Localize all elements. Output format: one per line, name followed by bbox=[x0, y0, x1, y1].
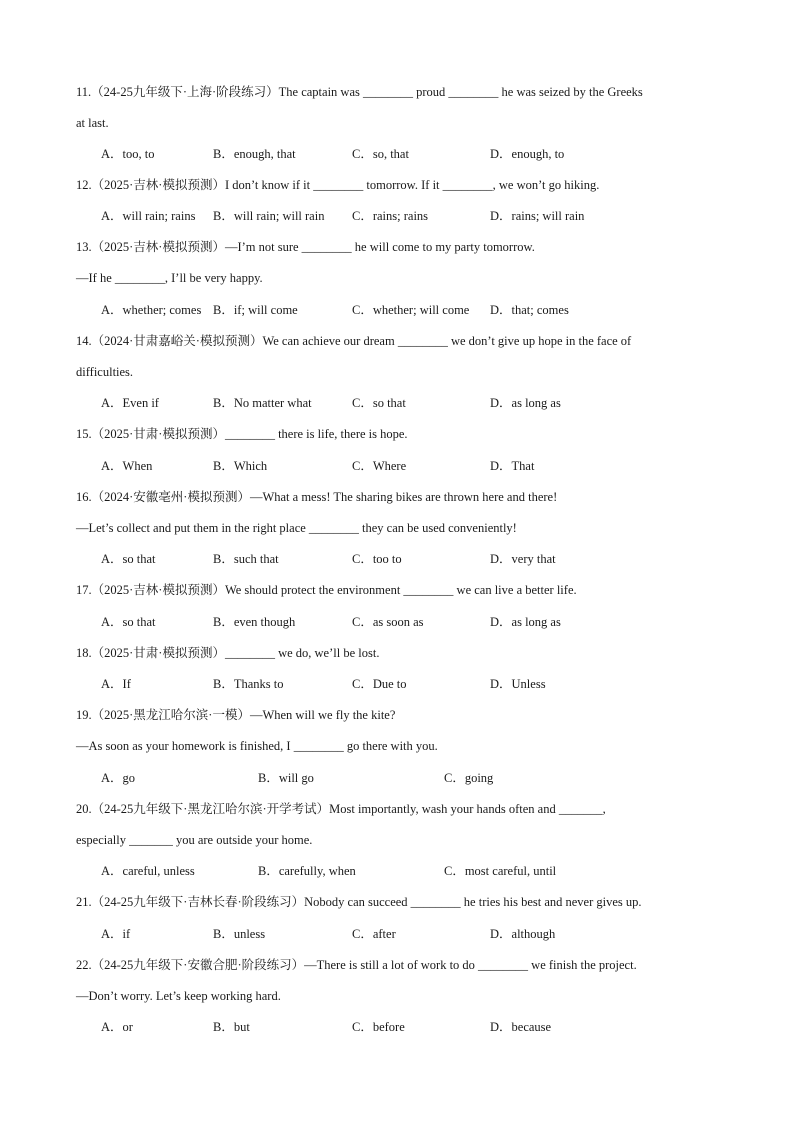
question-17-stem-line-1: 17.（2025·吉林·模拟预测）We should protect the environment ________ we can live a better life. bbox=[76, 583, 577, 597]
question-16-options bbox=[0, 551, 794, 567]
option-b: B．Which bbox=[213, 459, 268, 473]
question-16-stem-line-2: —Let’s collect and put them in the right place ________ they can be used conveniently! bbox=[76, 521, 517, 535]
question-12-options bbox=[0, 208, 794, 224]
option-c: C．before bbox=[352, 1020, 405, 1034]
question-11-stem-line-1: 11.（24-25九年级下·上海·阶段练习）The captain was ________ proud ________ he was seized by the Greeks bbox=[76, 85, 643, 99]
option-a: A．too, to bbox=[101, 147, 155, 161]
question-22-options bbox=[0, 1019, 794, 1035]
option-d: D．enough, to bbox=[490, 147, 565, 161]
option-b: B．No matter what bbox=[213, 396, 312, 410]
question-15-options bbox=[0, 458, 794, 474]
question-18-options bbox=[0, 676, 794, 692]
option-a: A．careful, unless bbox=[101, 864, 195, 878]
question-22-stem-line-2: —Don’t worry. Let’s keep working hard. bbox=[76, 989, 281, 1003]
option-a: A．whether; comes bbox=[101, 303, 202, 317]
option-d: D．as long as bbox=[490, 396, 561, 410]
question-20-stem-line-2: especially _______ you are outside your home. bbox=[76, 833, 313, 847]
option-d: D．That bbox=[490, 459, 535, 473]
option-c: C．rains; rains bbox=[352, 209, 429, 223]
option-c: C．Where bbox=[352, 459, 407, 473]
option-a: A．so that bbox=[101, 552, 156, 566]
question-20-stem-line-1: 20.（24-25九年级下·黑龙江哈尔滨·开学考试）Most importantly, wash your hands often and _______, bbox=[76, 802, 606, 816]
option-a: A．will rain; rains bbox=[101, 209, 196, 223]
question-14-options bbox=[0, 395, 794, 411]
question-19-stem-line-1: 19.（2025·黑龙江哈尔滨·一模）—When will we fly the kite? bbox=[76, 708, 396, 722]
question-17-options bbox=[0, 614, 794, 630]
question-13-stem-line-2: —If he ________, I’ll be very happy. bbox=[76, 271, 263, 285]
option-a: A．if bbox=[101, 927, 131, 941]
option-b: B．if; will come bbox=[213, 303, 298, 317]
option-c: C．as soon as bbox=[352, 615, 424, 629]
question-18-stem-line-1: 18.（2025·甘肃·模拟预测）________ we do, we’ll be lost. bbox=[76, 646, 380, 660]
option-c: C．too to bbox=[352, 552, 402, 566]
option-b: B．Thanks to bbox=[213, 677, 284, 691]
question-11-options bbox=[0, 146, 794, 162]
option-a: A．When bbox=[101, 459, 153, 473]
question-19-options bbox=[0, 770, 794, 786]
option-d: D．as long as bbox=[490, 615, 561, 629]
option-a: A．so that bbox=[101, 615, 156, 629]
option-b: B．will rain; will rain bbox=[213, 209, 325, 223]
option-b: B．but bbox=[213, 1020, 250, 1034]
question-14-stem-line-1: 14.（2024·甘肃嘉峪关·模拟预测）We can achieve our dream ________ we don’t give up hope in the face of bbox=[76, 334, 632, 348]
question-11-stem-line-2: at last. bbox=[76, 116, 109, 130]
option-b: B．even though bbox=[213, 615, 296, 629]
option-d: D．Unless bbox=[490, 677, 546, 691]
option-c: C．most careful, until bbox=[444, 864, 557, 878]
question-21-options bbox=[0, 926, 794, 942]
option-a: A．go bbox=[101, 771, 136, 785]
option-b: B．carefully, when bbox=[258, 864, 356, 878]
option-b: B．will go bbox=[258, 771, 314, 785]
option-d: D．rains; will rain bbox=[490, 209, 585, 223]
option-d: D．very that bbox=[490, 552, 556, 566]
question-22-stem-line-1: 22.（24-25九年级下·安徽合肥·阶段练习）—There is still a lot of work to do ________ we finish the project. bbox=[76, 958, 637, 972]
question-21-stem-line-1: 21.（24-25九年级下·吉林长春·阶段练习）Nobody can succeed ________ he tries his best and never gives up. bbox=[76, 895, 642, 909]
option-a: A．or bbox=[101, 1020, 133, 1034]
option-c: C．so, that bbox=[352, 147, 409, 161]
question-12-stem-line-1: 12.（2025·吉林·模拟预测）I don’t know if it ________ tomorrow. If it ________, we won’t go hiking. bbox=[76, 178, 600, 192]
option-d: D．that; comes bbox=[490, 303, 569, 317]
option-b: B．enough, that bbox=[213, 147, 296, 161]
option-c: C．after bbox=[352, 927, 396, 941]
question-16-stem-line-1: 16.（2024·安徽亳州·模拟预测）—What a mess! The sharing bikes are thrown here and there! bbox=[76, 490, 558, 504]
question-15-stem-line-1: 15.（2025·甘肃·模拟预测）________ there is life, there is hope. bbox=[76, 427, 408, 441]
option-c: C．going bbox=[444, 771, 494, 785]
option-b: B．unless bbox=[213, 927, 266, 941]
question-19-stem-line-2: —As soon as your homework is finished, I ________ go there with you. bbox=[76, 739, 438, 753]
option-c: C．whether; will come bbox=[352, 303, 470, 317]
option-b: B．such that bbox=[213, 552, 279, 566]
option-a: A．If bbox=[101, 677, 131, 691]
option-d: D．because bbox=[490, 1020, 552, 1034]
option-a: A．Even if bbox=[101, 396, 159, 410]
question-13-options bbox=[0, 302, 794, 318]
option-d: D．although bbox=[490, 927, 556, 941]
option-c: C．Due to bbox=[352, 677, 407, 691]
question-13-stem-line-1: 13.（2025·吉林·模拟预测）—I’m not sure ________ he will come to my party tomorrow. bbox=[76, 240, 535, 254]
option-c: C．so that bbox=[352, 396, 406, 410]
question-20-options bbox=[0, 863, 794, 879]
question-14-stem-line-2: difficulties. bbox=[76, 365, 134, 379]
